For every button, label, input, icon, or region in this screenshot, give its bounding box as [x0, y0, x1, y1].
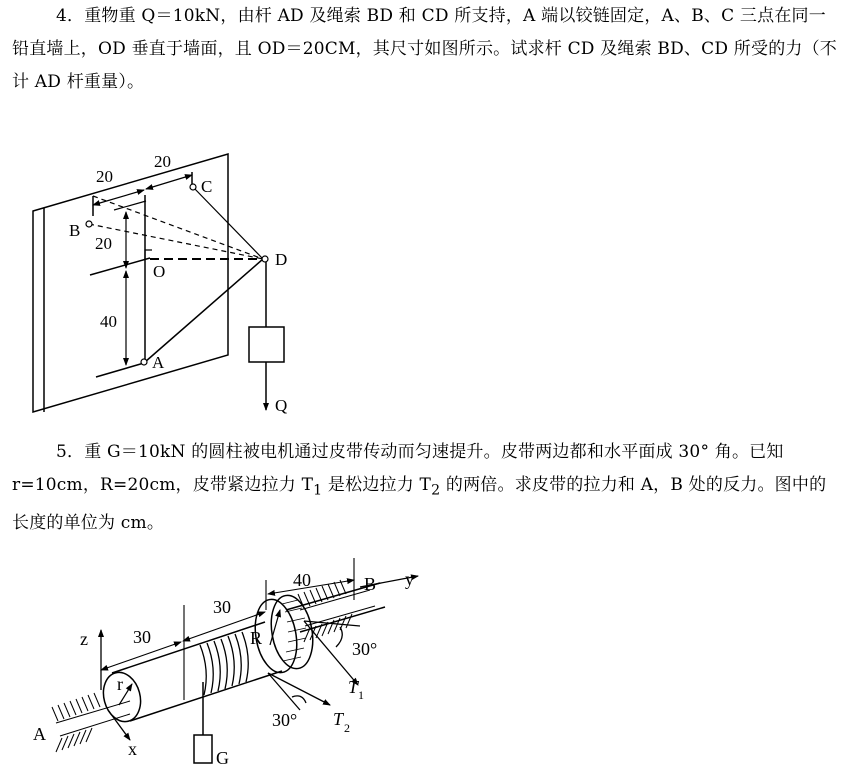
- label-c: C: [201, 177, 213, 196]
- angle-label-lower: 30°: [272, 710, 298, 730]
- force-label-t2: T: [333, 709, 344, 729]
- t2-arrow: [268, 673, 330, 705]
- label-d: D: [275, 250, 288, 269]
- label-r: r: [117, 674, 123, 694]
- label-a: A: [152, 353, 165, 372]
- force-label-t1: T: [348, 677, 359, 697]
- label-b-5: B: [364, 574, 377, 594]
- label-b: B: [69, 221, 81, 240]
- problem-5-statement-b: 是松边拉力 T: [322, 475, 432, 495]
- problem-5-sub-2: 2: [431, 482, 441, 499]
- dim-label-30-left: 30: [133, 627, 151, 647]
- label-R: R: [250, 628, 263, 648]
- dim-label-top-right: 20: [154, 152, 171, 171]
- dim-label-40: 40: [293, 570, 311, 590]
- force-label-t2-sub: 2: [344, 721, 350, 735]
- force-label-t1-sub: 1: [358, 688, 364, 702]
- problem-5-number: 5．: [56, 442, 85, 462]
- problem-5-statement-a: 重 G＝10kN 的圆柱被电机通过皮带传动而匀速提升。皮带两边都和水平面成 30° 角。已知 r=10cm，R=20cm，皮带紧边拉力 T: [12, 442, 784, 495]
- problem-4-number: 4．: [56, 6, 85, 26]
- angle-label-upper: 30°: [352, 639, 378, 659]
- axis-label-z: z: [80, 629, 88, 649]
- dim-label-top-left: 20: [96, 167, 113, 186]
- dim-label-left-lower: 40: [100, 312, 117, 331]
- problem-5-sub-1: 1: [313, 482, 323, 499]
- dim-label-left-upper: 20: [95, 234, 112, 253]
- label-q: Q: [275, 396, 288, 415]
- problem-5-statement-c: 的两倍。求皮带的拉力和 A，B 处的反力。图中的长度的单位为 cm。: [12, 475, 827, 534]
- problem-4-statement: 重物重 Q＝10kN，由杆 AD 及绳索 BD 和 CD 所支持，A 端以铰链固定，A、B、C 三点在同一铅直墙上，OD 垂直于墙面，且 OD＝20CM，其尺寸如图所示。试求杆 CD 及绳索 BD、CD 所受的力（不计 AD 杆重量）。: [12, 6, 837, 92]
- label-o: O: [153, 262, 166, 281]
- belt-forces: [268, 621, 360, 710]
- bearing-a: [52, 693, 130, 752]
- shaft: [98, 583, 385, 726]
- axis-label-x: x: [128, 739, 137, 759]
- x-axis: [108, 710, 130, 740]
- label-g: G: [216, 748, 229, 768]
- label-a-5: A: [33, 724, 46, 744]
- axis-label-y: y: [405, 569, 414, 589]
- dim-label-30-mid: 30: [213, 597, 231, 617]
- t1-arrow: [304, 621, 358, 685]
